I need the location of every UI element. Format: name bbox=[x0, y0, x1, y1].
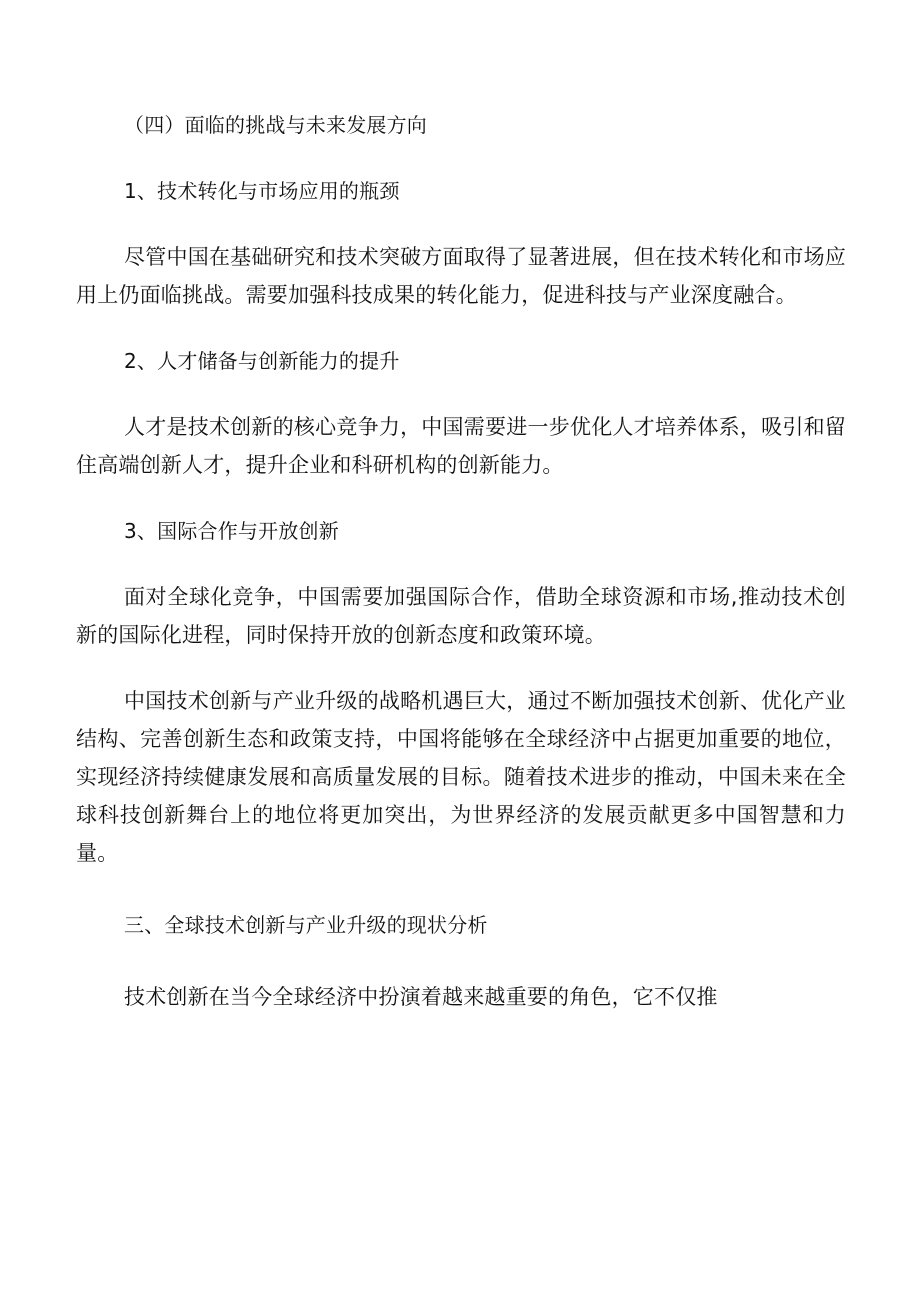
paragraph-strategic-opportunity: 中国技术创新与产业升级的战略机遇巨大，通过不断加强技术创新、优化产业结构、完善创新生态和政策支持，中国将能够在全球经济中占据更加重要的地位，实现经济持续健康发展和高质量发展的目标。随着技术进步的推动，中国未来在全球科技创新舞台上的地位将更加突出，为世界经济的发展贡献更多中国智慧和力量。 bbox=[76, 689, 846, 865]
section-heading-challenges: （四）面临的挑战与未来发展方向 bbox=[124, 113, 427, 137]
paragraph-intl-cooperation: 面对全球化竞争，中国需要加强国际合作，借助全球资源和市场,推动技术创新的国际化进程，同时保持开放的创新态度和政策环境。 bbox=[76, 585, 846, 647]
paragraph-tech-transfer: 尽管中国在基础研究和技术突破方面取得了显著进展，但在技术转化和市场应用上仍面临挑战。需要加强科技成果的转化能力，促进科技与产业深度融合。 bbox=[76, 245, 846, 307]
section-heading-global-status: 三、全球技术创新与产业升级的现状分析 bbox=[124, 913, 488, 937]
paragraph-global-status-intro: 技术创新在当今全球经济中扮演着越来越重要的角色，它不仅推 bbox=[124, 985, 718, 1009]
document-body bbox=[76, 106, 846, 1016]
subheading-intl-cooperation: 3、国际合作与开放创新 bbox=[124, 519, 339, 543]
subheading-talent: 2、人才储备与创新能力的提升 bbox=[124, 349, 400, 373]
paragraph-talent: 人才是技术创新的核心竞争力，中国需要进一步优化人才培养体系，吸引和留住高端创新人才，提升企业和科研机构的创新能力。 bbox=[76, 415, 846, 477]
subheading-tech-transfer: 1、技术转化与市场应用的瓶颈 bbox=[124, 179, 400, 203]
